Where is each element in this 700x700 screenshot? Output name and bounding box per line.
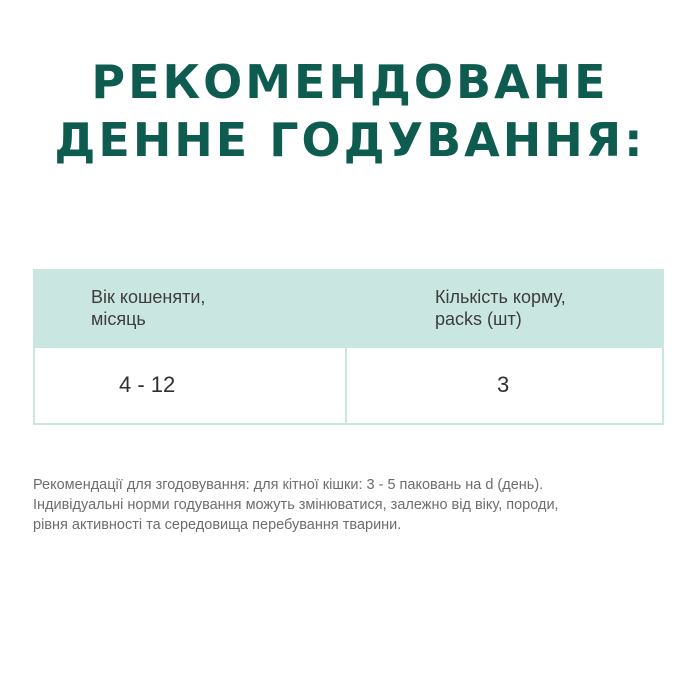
feeding-note-line-2: Індивідуальні норми годування можуть змінюватися, залежно від віку, породи, (33, 496, 559, 513)
page-title (0, 53, 700, 169)
feeding-table (33, 269, 664, 425)
header-kitten-age-line-2: місяць (91, 309, 146, 329)
header-food-amount-line-1: Кількість корму, (435, 287, 566, 307)
feeding-note-line-3: рівня активності та середовища перебування тварини. (33, 516, 402, 533)
table-cell-amount: 3 (497, 372, 510, 397)
header-food-amount (435, 286, 660, 330)
header-kitten-age-line-1: Вік кошеняти, (91, 287, 206, 307)
page-title-line-1: РЕКОМЕНДОВАНЕ (91, 54, 609, 109)
feeding-note-line-1: Рекомендації для згодовування: для кітної кішки: 3 - 5 паковань на d (день). (33, 476, 544, 493)
header-kitten-age (91, 286, 321, 330)
column-divider (345, 271, 347, 423)
feeding-note (33, 475, 673, 535)
table-cell-age: 4 - 12 (119, 372, 176, 397)
header-food-amount-line-2: packs (шт) (435, 309, 522, 329)
page-title-line-2: ДЕННЕ ГОДУВАННЯ: (54, 112, 646, 167)
